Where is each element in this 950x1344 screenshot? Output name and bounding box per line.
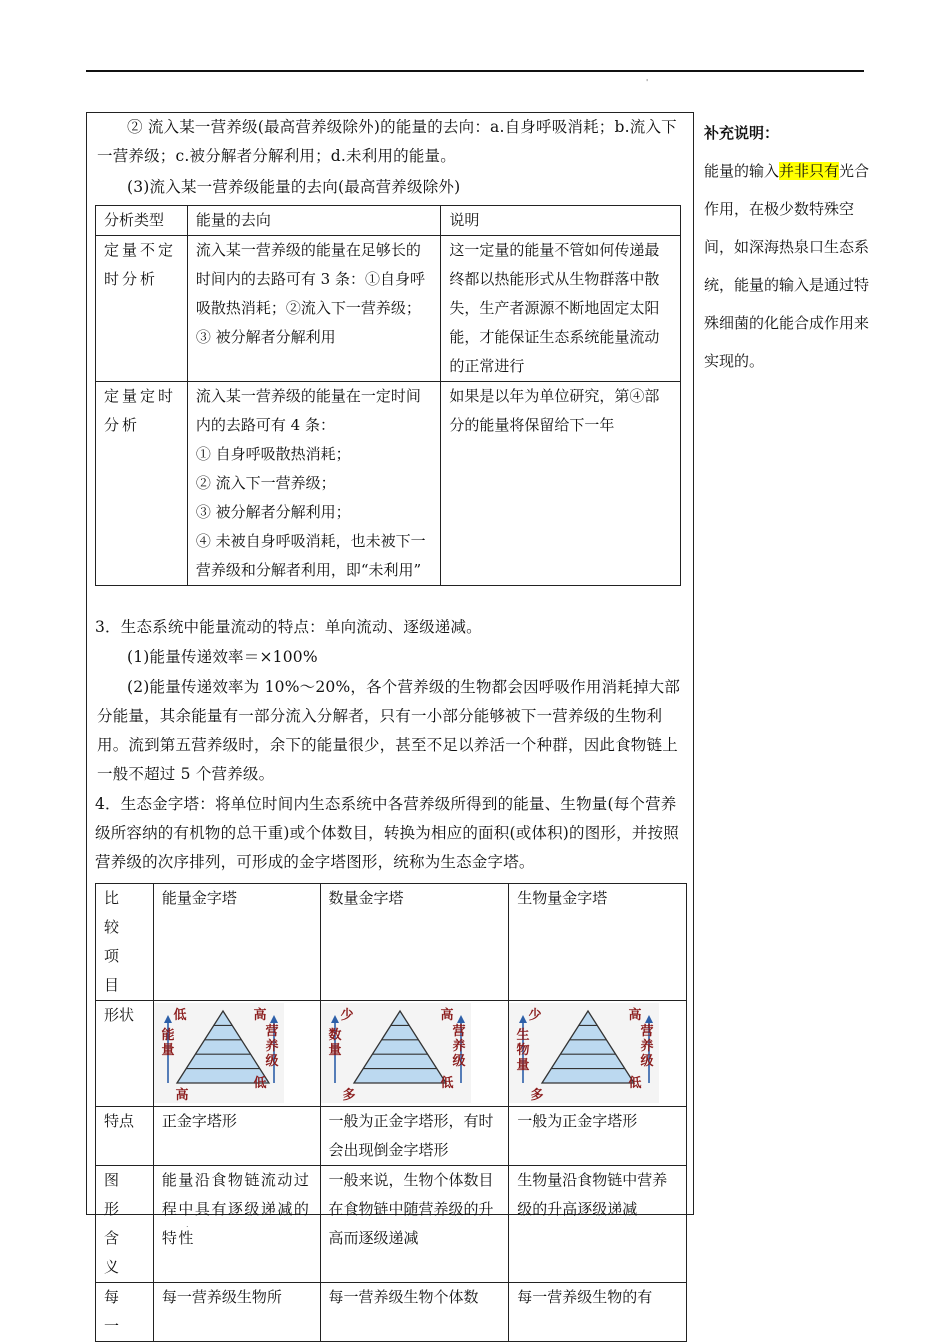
table-header-cell: 分析类型 xyxy=(96,206,188,236)
right-axis-label: 养 xyxy=(452,1039,466,1054)
paragraph-flow-characteristics: 3．生态系统中能量流动的特点：单向流动、逐级递减。 xyxy=(95,618,482,636)
number-pyramid-diagram xyxy=(321,1003,471,1103)
header-rule xyxy=(86,70,864,72)
table-row xyxy=(96,382,681,586)
table-header-cell: 生物量金字塔 xyxy=(509,884,687,1001)
side-note-text: 光合作用，在极少数特殊空间，如深海热泉口生态系统，能量的输入是通过特殊细菌的化能合成作用来实现的。 xyxy=(704,162,870,370)
left-axis-label: 物 xyxy=(516,1043,530,1058)
right-axis-label: 营 xyxy=(452,1024,466,1039)
right-axis-label: 级 xyxy=(452,1054,466,1069)
paragraph-efficiency-formula: (1)能量传递效率＝×100% xyxy=(127,648,318,666)
table-cell xyxy=(187,236,441,382)
side-note xyxy=(704,114,876,380)
table-cell: 生物量沿食物链中营养级的升高逐级递减 xyxy=(509,1166,687,1283)
right-axis-label: 养 xyxy=(265,1039,279,1054)
main-content-box xyxy=(86,112,694,1335)
left-top-label: 低 xyxy=(173,1008,187,1023)
table-row xyxy=(96,236,681,382)
cell-line: 流入某一营养级的能量在足够长的时间内的去路可有 3 条：①自身呼吸散热消耗；②流入下一营养级； xyxy=(195,241,425,317)
table-header-cell: 数量金字塔 xyxy=(320,884,509,1001)
table-header-cell: 能量金字塔 xyxy=(153,884,320,1001)
right-bottom-label: 低 xyxy=(440,1076,454,1091)
left-top-label: 少 xyxy=(340,1008,354,1023)
right-top-label: 高 xyxy=(628,1008,642,1023)
biomass-pyramid-diagram xyxy=(509,1003,659,1103)
pyramid-cell xyxy=(153,1001,320,1107)
right-top-label: 高 xyxy=(440,1008,454,1023)
header-mark: ' xyxy=(646,78,649,87)
table-header-cell: 比较项目 xyxy=(96,884,154,1001)
side-note-body xyxy=(704,152,876,380)
left-axis-label: 量 xyxy=(328,1043,342,1058)
table-cell: 如果是以年为单位研究，第④部分的能量将保留给下一年 xyxy=(441,382,681,586)
left-axis-label: 能 xyxy=(161,1028,175,1043)
left-bottom-label: 多 xyxy=(342,1088,356,1103)
right-bottom-label: 低 xyxy=(253,1076,267,1091)
table-cell: 正金字塔形 xyxy=(153,1107,320,1166)
table-cell: 特点 xyxy=(96,1107,154,1166)
paragraph-ecological-pyramid: 4．生态金字塔：将单位时间内生态系统中各营养级所得到的能量、生物量(每个营养级所容纳的有机物的总干重)或个体数目，转换为相应的面积(或体积)的图形，并按照营养级的次序排列，可形成的金字塔图形，统称为生态金字塔。 xyxy=(95,795,679,871)
table-cell: 每一营养级生物所 xyxy=(153,1283,320,1342)
left-bottom-label: 高 xyxy=(175,1088,189,1103)
table-cell: 每一营养级生物个体数 xyxy=(320,1283,509,1342)
paragraph-efficiency-explanation: (2)能量传递效率为 10%～20%，各个营养级的生物都会因呼吸作用消耗掉大部分能量，其余能量有一部分流入分解者，只有一小部分能够被下一营养级的生物利用。流到第五营养级时，余下的能量很少，甚至不足以养活一个种群，因此食物链上一般不超过 5 个营养级。 xyxy=(97,678,681,783)
cell-line: ③ 被分解者分解利用 xyxy=(195,328,336,346)
table-header-cell: 能量的去向 xyxy=(187,206,441,236)
table-cell xyxy=(187,382,441,586)
table-header-cell: 说明 xyxy=(441,206,681,236)
left-top-label: 少 xyxy=(528,1008,542,1023)
right-axis-label: 营 xyxy=(640,1024,654,1039)
table-cell: 能量沿食物链流动过程中具有逐级递减的特性 xyxy=(153,1166,320,1283)
right-bottom-label: 低 xyxy=(628,1076,642,1091)
right-axis-label: 级 xyxy=(640,1054,654,1069)
right-axis-label: 养 xyxy=(640,1039,654,1054)
left-axis-label: 数 xyxy=(328,1028,342,1043)
side-note-text: 能量的输入 xyxy=(704,162,780,180)
cell-line: 流入某一营养级的能量在一定时间内的去路可有 4 条： xyxy=(195,387,421,434)
left-axis-label: 量 xyxy=(161,1043,175,1058)
paragraph-section-3-title: (3)流入某一营养级能量的去向(最高营养级除外) xyxy=(127,178,461,196)
left-axis-label: 量 xyxy=(516,1058,530,1073)
pyramid-comparison-table xyxy=(95,883,687,1342)
table-row xyxy=(96,1107,687,1166)
cell-line: ③ 被分解者分解利用； xyxy=(195,503,351,521)
right-axis-label: 营 xyxy=(265,1024,279,1039)
pyramid-cell xyxy=(509,1001,687,1107)
table-cell: 一般为正金字塔形 xyxy=(509,1107,687,1166)
paragraph-energy-destination: ② 流入某一营养级(最高营养级除外)的能量的去向：a.自身呼吸消耗；b.流入下一营养级；c.被分解者分解利用；d.未利用的能量。 xyxy=(97,118,677,165)
cell-line: ② 流入下一营养级； xyxy=(195,474,336,492)
right-axis-label: 级 xyxy=(265,1054,279,1069)
footer-mark: . xyxy=(186,1220,189,1229)
table-cell: 图形含义 xyxy=(96,1166,154,1283)
table-cell: 形状 xyxy=(96,1001,154,1107)
side-note-highlight: 并非只有 xyxy=(779,162,840,180)
table-cell: 每一 xyxy=(96,1283,154,1342)
pyramid-cell xyxy=(320,1001,509,1107)
left-bottom-label: 多 xyxy=(530,1088,544,1103)
side-note-title: 补充说明： xyxy=(704,124,780,142)
table-header-row xyxy=(96,206,681,236)
table-cell: 一般来说，生物个体数目在食物链中随营养级的升高而逐级递减 xyxy=(320,1166,509,1283)
table-cell: 每一营养级生物的有 xyxy=(509,1283,687,1342)
cell-line: ④ 未被自身呼吸消耗，也未被下一营养级和分解者利用，即“未利用” xyxy=(195,532,426,579)
table-header-row xyxy=(96,884,687,1001)
left-axis-label: 生 xyxy=(516,1028,530,1043)
table-row xyxy=(96,1283,687,1342)
right-top-label: 高 xyxy=(253,1008,267,1023)
table-row-shape xyxy=(96,1001,687,1107)
cell-line: ① 自身呼吸散热消耗； xyxy=(195,445,351,463)
table-cell: 定量不定时分析 xyxy=(96,236,188,382)
energy-destination-table xyxy=(95,205,681,586)
table-cell: 定量定时分析 xyxy=(96,382,188,586)
table-cell: 一般为正金字塔形，有时会出现倒金字塔形 xyxy=(320,1107,509,1166)
energy-pyramid-diagram xyxy=(154,1003,284,1103)
table-cell: 这一定量的能量不管如何传递最终都以热能形式从生物群落中散失，生产者源源不断地固定太阳能，才能保证生态系统能量流动的正常进行 xyxy=(441,236,681,382)
table-row xyxy=(96,1166,687,1283)
